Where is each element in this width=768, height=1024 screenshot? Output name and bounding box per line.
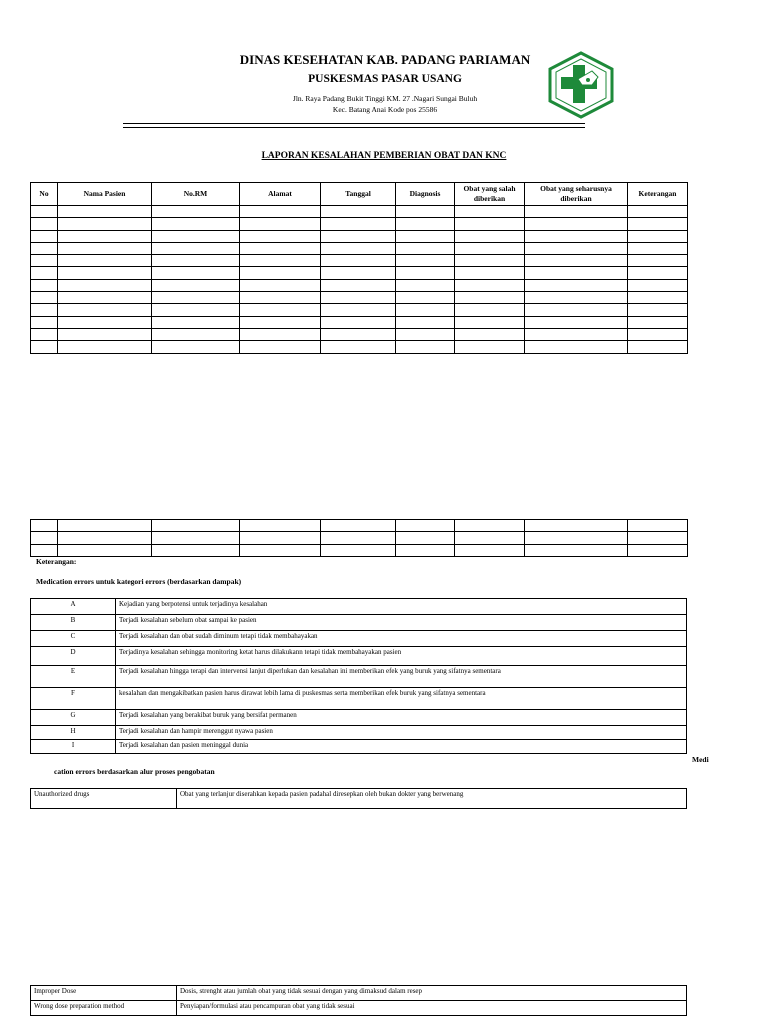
col-header: No [31,183,58,206]
table-cell [321,520,396,532]
table-cell [628,520,688,532]
category-row [31,631,687,647]
col-header: Obat yang salah diberikan [455,183,525,206]
table-cell [31,279,58,291]
table-row [31,316,688,328]
table-cell [321,341,396,353]
table-cell [455,520,525,532]
table-cell [396,328,455,340]
table-cell [628,328,688,340]
table-cell [152,292,240,304]
table-row [31,328,688,340]
table-cell [628,242,688,254]
table-cell [240,292,321,304]
table-cell [58,328,152,340]
table-cell [58,316,152,328]
table-cell [58,255,152,267]
table-cell [240,267,321,279]
type-desc: Obat yang terlanjur diserahkan kepada pasien padahal diresepkan oleh bukan dokter yang berwenang [177,789,687,809]
table-cell [240,532,321,544]
process-heading-part1: Medi [692,755,709,764]
table-cell [58,520,152,532]
table-row [31,341,688,353]
category-code: B [31,615,116,631]
table-row [31,255,688,267]
table-cell [58,218,152,230]
category-desc: Kejadian yang berpotensi untuk terjadinya kesalahan [116,599,687,615]
table-cell [455,218,525,230]
col-header: Alamat [240,183,321,206]
table-cell [396,532,455,544]
table-row [31,544,688,556]
table-cell [525,230,628,242]
table-cell [31,316,58,328]
category-code: G [31,710,116,726]
table-cell [455,255,525,267]
category-code: A [31,599,116,615]
table-cell [31,230,58,242]
category-desc: Terjadi kesalahan dan hampir merenggut nyawa pasien [116,726,687,740]
type-row [31,986,687,1001]
table-cell [455,242,525,254]
table-cell [58,292,152,304]
table-cell [628,341,688,353]
table-cell [525,218,628,230]
table-row [31,292,688,304]
table-row [31,520,688,532]
table-cell [455,292,525,304]
table-row [31,242,688,254]
table-cell [152,304,240,316]
table-cell [58,206,152,218]
table-cell [240,242,321,254]
table-cell [321,328,396,340]
table-row [31,304,688,316]
table-cell [58,544,152,556]
category-code: I [31,740,116,754]
table-cell [321,316,396,328]
table-cell [31,520,58,532]
table-cell [152,267,240,279]
table-cell [31,206,58,218]
table-cell [455,544,525,556]
table-cell [152,544,240,556]
table-cell [240,230,321,242]
table-cell [240,279,321,291]
table-cell [31,341,58,353]
table-cell [58,341,152,353]
category-row [31,666,687,688]
table-cell [396,267,455,279]
table-cell [396,304,455,316]
table-cell [525,544,628,556]
table-cell [396,242,455,254]
report-table [30,182,688,354]
table-cell [321,242,396,254]
table-cell [240,218,321,230]
type-desc: Dosis, strenght atau jumlah obat yang tidak sesuai dengan yang dimaksud dalam resep [177,986,687,1001]
table-cell [321,255,396,267]
table-cell [396,206,455,218]
table-cell [152,242,240,254]
table-cell [396,341,455,353]
table-cell [152,206,240,218]
table-cell [240,520,321,532]
col-header: Keterangan [628,183,688,206]
table-cell [525,341,628,353]
table-cell [396,279,455,291]
table-cell [628,267,688,279]
category-desc: Terjadi kesalahan sebelum obat sampai ke pasien [116,615,687,631]
type-desc: Penyiapan/formulasi atau pencampuran obat yang tidak sesuai [177,1001,687,1016]
table-cell [31,304,58,316]
table-cell [31,218,58,230]
table-cell [628,544,688,556]
table-cell [455,316,525,328]
table-cell [58,267,152,279]
table-cell [31,242,58,254]
category-desc: Terjadi kesalahan dan obat sudah diminum tetapi tidak membahayakan [116,631,687,647]
table-cell [396,544,455,556]
table-cell [240,316,321,328]
category-desc: Terjadi kesalahan dan pasien meninggal dunia [116,740,687,754]
table-cell [240,544,321,556]
table-cell [58,230,152,242]
address-line-1: Jln. Raya Padang Bukit Tinggi KM. 27 .Nagari Sungai Buluh [292,94,478,103]
table-cell [396,255,455,267]
puskesmas-logo-icon [548,51,614,119]
table-cell [455,341,525,353]
table-cell [321,304,396,316]
table-cell [152,316,240,328]
table-cell [525,328,628,340]
table-cell [321,267,396,279]
table-cell [152,230,240,242]
table-cell [525,292,628,304]
table-cell [31,328,58,340]
table-cell [152,520,240,532]
table-cell [240,304,321,316]
category-code: H [31,726,116,740]
table-row [31,230,688,242]
table-cell [525,255,628,267]
table-cell [321,292,396,304]
table-cell [31,292,58,304]
table-cell [396,292,455,304]
table-cell [152,532,240,544]
category-row [31,599,687,615]
col-header: Tanggal [321,183,396,206]
category-code: D [31,647,116,666]
table-cell [455,279,525,291]
category-row [31,688,687,710]
report-table-header [31,183,688,206]
table-cell [240,341,321,353]
table-cell [628,230,688,242]
table-cell [628,316,688,328]
category-desc: kesalahan dan mengakibatkan pasien harus dirawat lebih lama di puskesmas serta memberikan efek buruk yang sifatnya sementara [116,688,687,710]
header-rule-thick [123,123,585,124]
table-cell [152,218,240,230]
agency-title: DINAS KESEHATAN KAB. PADANG PARIAMAN [239,52,531,67]
table-cell [525,242,628,254]
col-header: Obat yang seharusnya diberikan [525,183,628,206]
type-row [31,789,687,809]
table-cell [58,279,152,291]
table-row [31,267,688,279]
category-code: E [31,666,116,688]
category-code: F [31,688,116,710]
table-cell [455,328,525,340]
table-cell [31,544,58,556]
category-desc: Terjadi kesalahan yang berakibat buruk yang bersifat permanen [116,710,687,726]
category-row [31,710,687,726]
report-title: LAPORAN KESALAHAN PEMBERIAN OBAT DAN KNC [261,151,507,161]
category-row [31,726,687,740]
table-cell [31,267,58,279]
table-cell [58,304,152,316]
table-cell [628,218,688,230]
table-cell [240,328,321,340]
process-heading-part2: cation errors berdasarkan alur proses pengobatan [54,767,215,776]
category-code: C [31,631,116,647]
header-rule-thin [123,127,585,128]
category-row [31,740,687,754]
type-name: Improper Dose [31,986,177,1001]
table-cell [240,206,321,218]
type-name: Unauthorized drugs [31,789,177,809]
col-header: Diagnosis [396,183,455,206]
table-cell [525,206,628,218]
table-cell [455,230,525,242]
report-table-continued [30,519,688,557]
table-cell [628,206,688,218]
type-name: Wrong dose preparation method [31,1001,177,1016]
table-cell [321,544,396,556]
table-cell [525,279,628,291]
table-cell [525,532,628,544]
table-cell [240,255,321,267]
process-type-table [30,788,687,809]
table-cell [58,532,152,544]
keterangan-label: Keterangan: [36,557,77,566]
table-cell [525,520,628,532]
category-row [31,647,687,666]
table-cell [455,267,525,279]
table-cell [455,304,525,316]
table-cell [321,532,396,544]
col-header: No.RM [152,183,240,206]
table-row [31,218,688,230]
table-cell [396,520,455,532]
table-cell [31,532,58,544]
table-cell [31,255,58,267]
table-cell [525,316,628,328]
table-cell [152,328,240,340]
table-cell [321,206,396,218]
table-cell [321,279,396,291]
table-cell [525,304,628,316]
table-cell [628,304,688,316]
table-cell [525,267,628,279]
impact-heading: Medication errors untuk kategori errors (berdasarkan dampak) [36,577,242,586]
type-row [31,1001,687,1016]
table-row [31,532,688,544]
process-type-table-continued [30,985,687,1016]
table-row [31,279,688,291]
impact-category-table [30,598,687,754]
table-cell [396,218,455,230]
table-cell [628,532,688,544]
table-cell [58,242,152,254]
table-cell [321,230,396,242]
table-cell [628,279,688,291]
category-desc: Terjadinya kesalahan sehingga monitoring ketat harus dilakukann tetapi tidak membahayakan pasien [116,647,687,666]
table-cell [628,292,688,304]
category-desc: Terjadi kesalahan hingga terapi dan intervensi lanjut diperlukan dan kesalahan ini memberikan efek yang buruk yang sifatnya sementara [116,666,687,688]
table-row [31,206,688,218]
col-header: Nama Pasien [58,183,152,206]
table-cell [628,255,688,267]
table-cell [455,206,525,218]
table-cell [152,279,240,291]
table-cell [321,218,396,230]
address-line-2: Kec. Batang Anai Kode pos 25586 [332,105,438,114]
category-row [31,615,687,631]
table-cell [396,230,455,242]
table-cell [152,341,240,353]
table-cell [396,316,455,328]
table-cell [152,255,240,267]
facility-title: PUSKESMAS PASAR USANG [308,73,462,85]
table-cell [455,532,525,544]
